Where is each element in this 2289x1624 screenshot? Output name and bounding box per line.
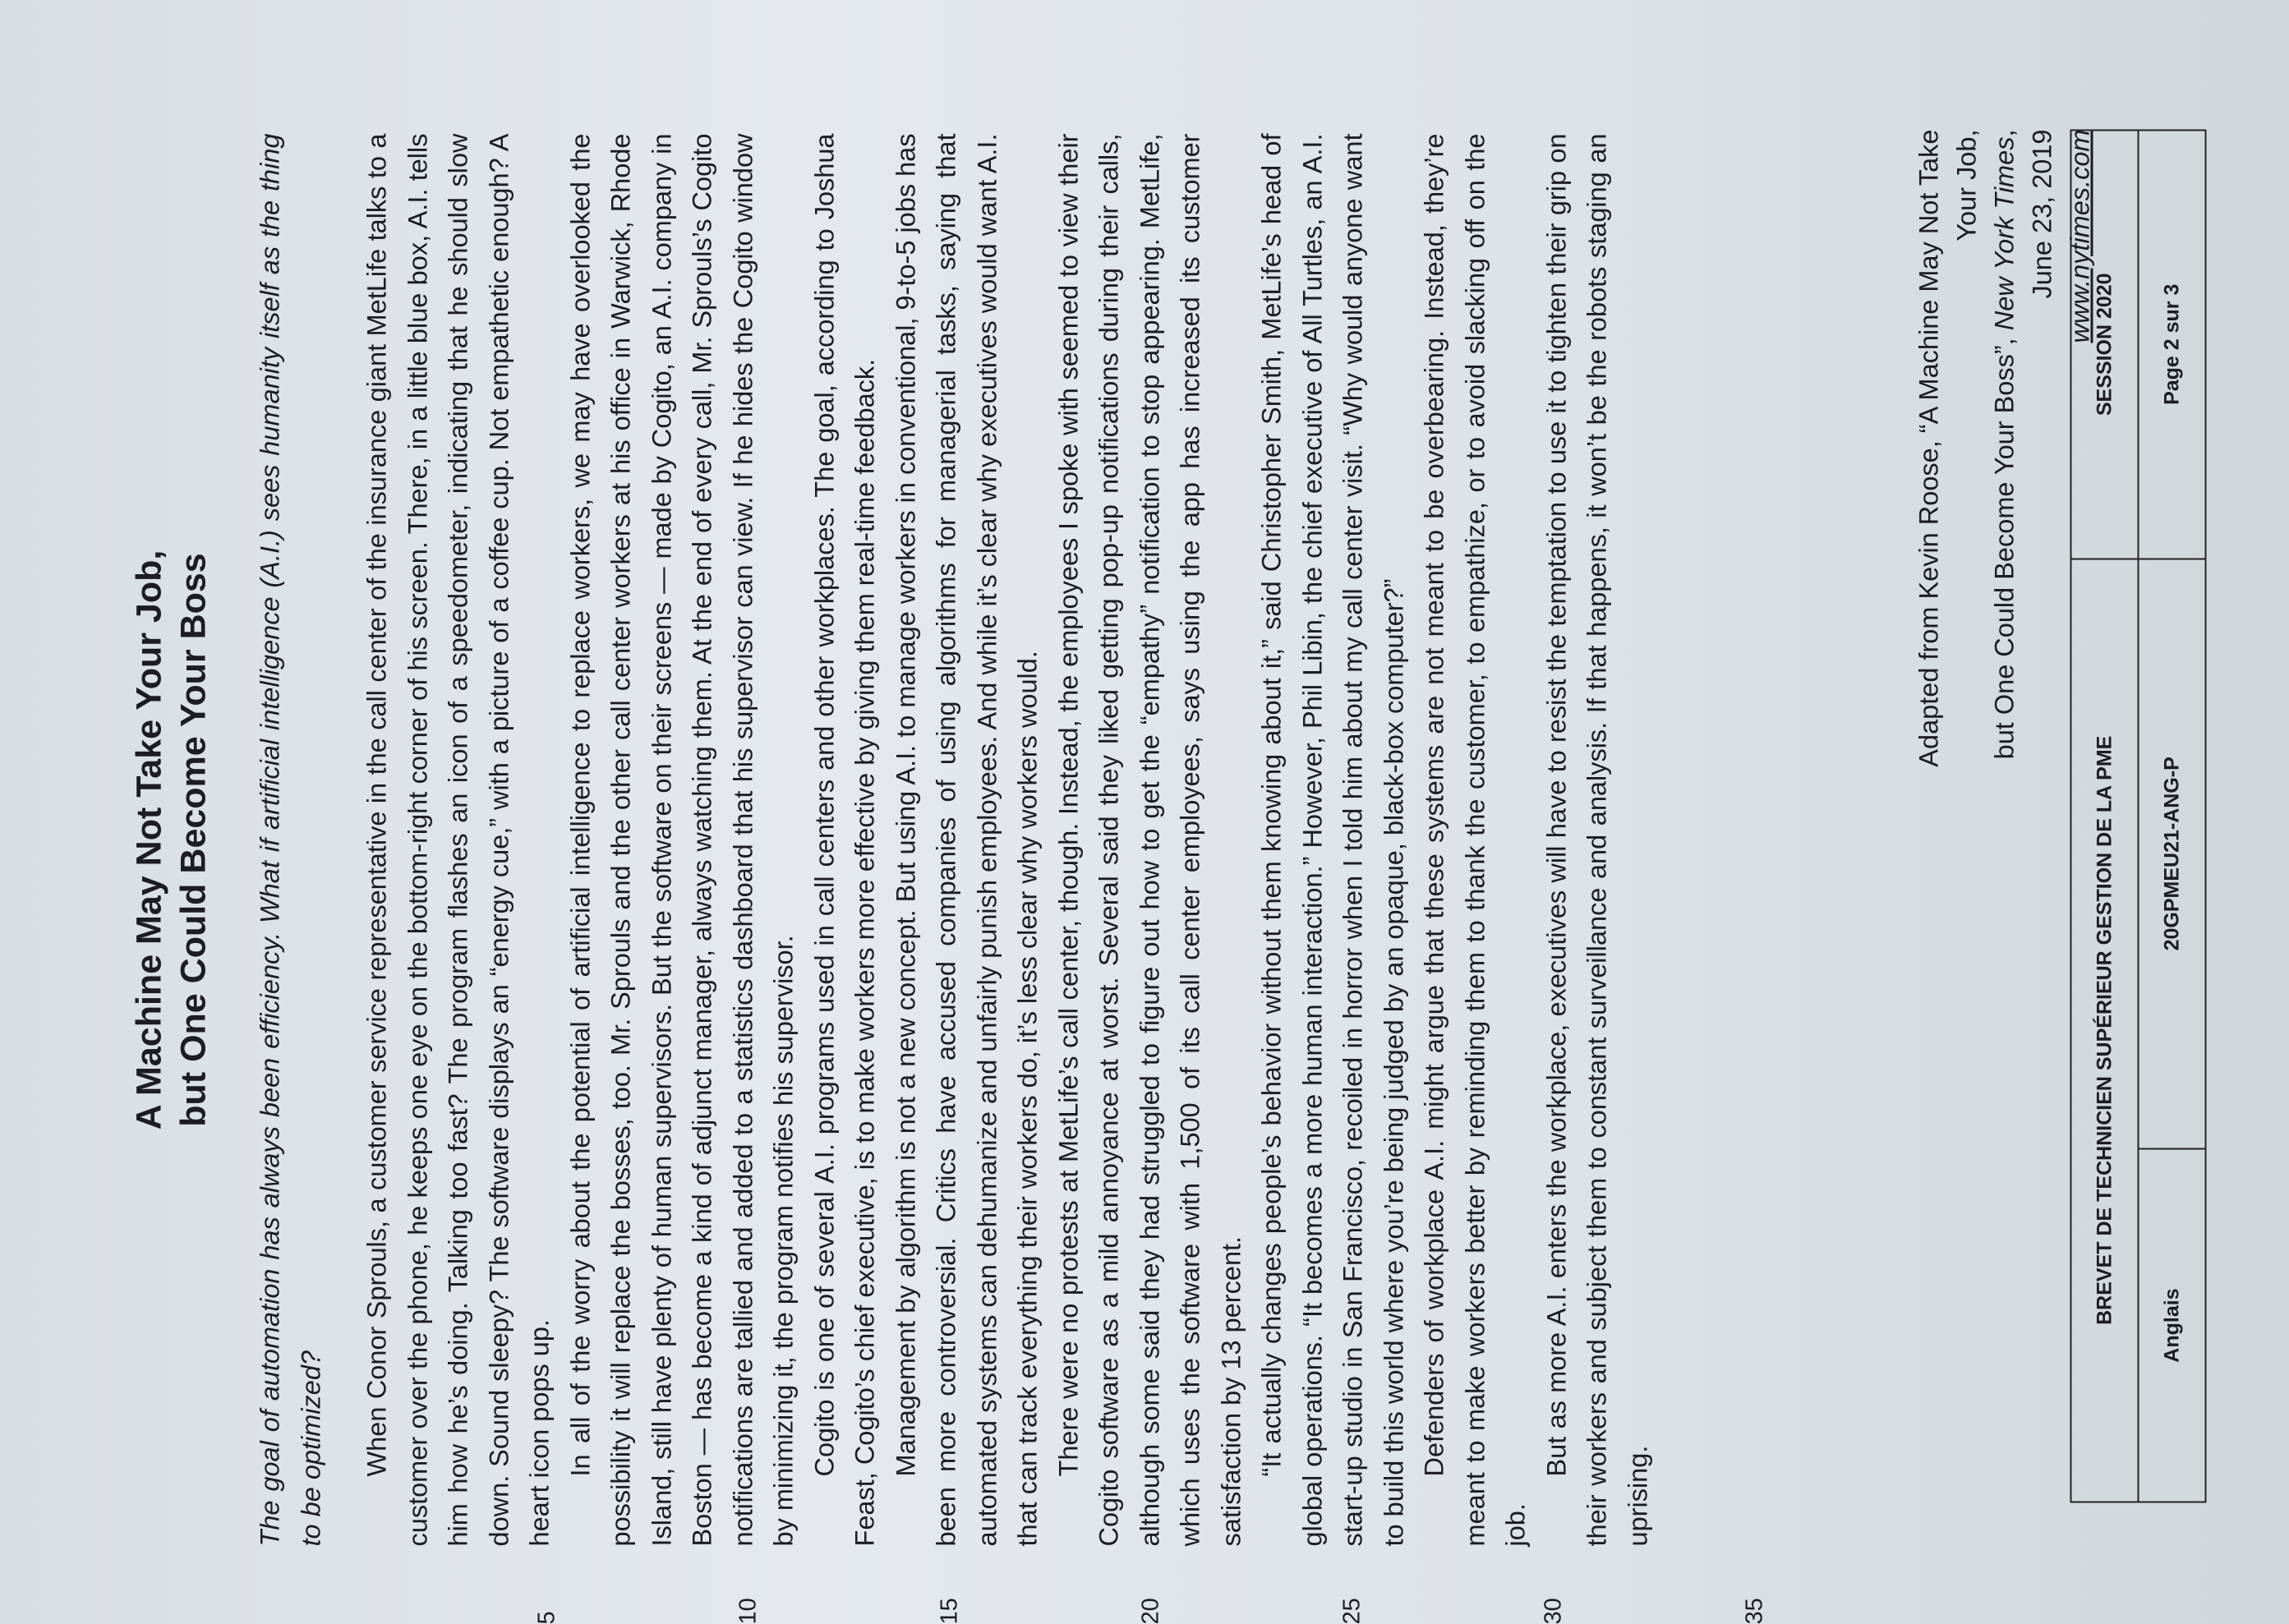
line-number-15: 15 — [936, 1598, 963, 1624]
exam-code-cell: 20GPMEU21-ANG-P — [2139, 559, 2206, 1149]
paragraph-8: But as more A.I. enters the workplace, executives will have to resist the temptation to use it to tighten their grip on their workers and subject them to constant surveillance and analysis. If that happens, it won’t be the robots staging an uprising. — [1541, 133, 1652, 1547]
paragraph-2: In all of the worry about the potential of artificial intelligence to replace workers, we may have overlooked the possibility it will replace the bosses, too. Mr. Sprouls and the other call center workers at his office in Warwick, Rhode Island, still have plenty of human supervisors. But the software on their screens — made by Cogito, an A.I. company in Boston — has become a kind of adjunct manager, always watching them. At the end of every call, Mr. Sprouls’s Cogito notifications are tallied and added to a statistics dashboard that his supervisor can view. If he hides the Cogito window by minimizing it, the program notifies his supervisor. — [565, 133, 799, 1547]
paragraph-1: When Conor Sprouls, a customer service representative in the call center of the insurance giant MetLife talks to a customer over the phone, he keeps one eye on the bottom-right corner of his screen. There, in a little blue box, A.I. tells him how he’s doing. Talking too fast? The program flashes an icon of a speedometer, indicating that he should slow down. Sound sleepy? The software displays an “energy cue,” with a picture of a coffee cup. Not empathetic enough? A heart icon pops up. — [362, 133, 555, 1547]
document-page — [0, 1, 2289, 1624]
article-title — [127, 163, 216, 1518]
line-number-30: 30 — [1540, 1598, 1567, 1624]
exam-footer-table — [2070, 130, 2207, 1503]
credit-line-2 — [1986, 130, 2061, 771]
exam-name-cell: BREVET DE TECHNICIEN SUPÉRIEUR GESTION DE LA PME — [2071, 559, 2139, 1502]
paragraph-4: Management by algorithm is not a new concept. But using A.I. to manage workers in conventional, 9-to-5 jobs has been more controversial. Critics have accused companies of using algorithms for managerial tasks, saying that automated systems can dehumanize and unfairly punish employees. And while it’s clear why executives would want A.I. that can track everything their workers do, it’s less clear why workers would. — [891, 133, 1043, 1547]
paragraph-5: There were no protests at MetLife’s call center, though. Instead, the employees I spoke with seemed to view their Cogito software as a mild annoyance at worst. Several said they liked getting pop-up notifications during their calls, although some said they had struggled to figure out how to get the “empathy” notification to stop appearing. MetLife, which uses the software with 1,500 of its call center employees, says using the app has increased its customer satisfaction by 13 percent. — [1053, 133, 1246, 1547]
paragraph-7: Defenders of workplace A.I. might argue that these systems are not meant to be overbearing. Instead, they’re meant to make workers better by reminding them to thank the customer, to empathize, or to avoid slacking off on the job. — [1419, 133, 1531, 1547]
title-line-2: but One Could Become Your Boss — [173, 553, 214, 1127]
paragraph-3: Cogito is one of several A.I. programs used in call centers and other workplaces. The goal, according to Joshua Feast, Cogito’s chief executive, is to make workers more effective by giving them real-time feedback. — [809, 133, 880, 1547]
line-number-20: 20 — [1137, 1598, 1164, 1624]
credit-date: , June 23, 2019 — [1989, 129, 2057, 299]
line-number-25: 25 — [1338, 1598, 1366, 1624]
line-number-35: 35 — [1741, 1598, 1768, 1624]
source-link[interactable]: www.nytimes.com — [2065, 129, 2095, 343]
subject-cell: Anglais — [2139, 1149, 2206, 1502]
session-cell: SESSION 2020 — [2071, 131, 2139, 559]
credit-publication: New York Times — [1989, 136, 2020, 331]
title-line-1: A Machine May Not Take Your Job, — [129, 550, 169, 1130]
line-number-10: 10 — [735, 1598, 762, 1624]
page-number-cell: Page 2 sur 3 — [2139, 131, 2206, 559]
article-body — [357, 134, 1659, 1547]
credit-line-1: Adapted from Kevin Roose, “A Machine May Not Take Your Job, — [1914, 129, 1982, 767]
article-intro: The goal of automation has always been efficiency. What if artificial intelligence (A.I.) sees humanity itself as the thing to be optimized? — [255, 133, 325, 1547]
paragraph-6: “It actually changes people’s behavior without them knowing about it,” said Christopher Smith, MetLife’s head of global operations. “It becomes a more human interaction.” However, Phil Libin, the chief executive of All Turtles, an A.I. start-up studio in San Francisco, recoiled in horror when I told him about my call center visit. “Why would anyone want to build this world where you’re being judged by an opaque, black-box computer?” — [1256, 133, 1408, 1547]
credit-article-title-end: but One Could Become Your Boss”, — [1989, 330, 2020, 760]
line-number-5: 5 — [533, 1611, 560, 1624]
